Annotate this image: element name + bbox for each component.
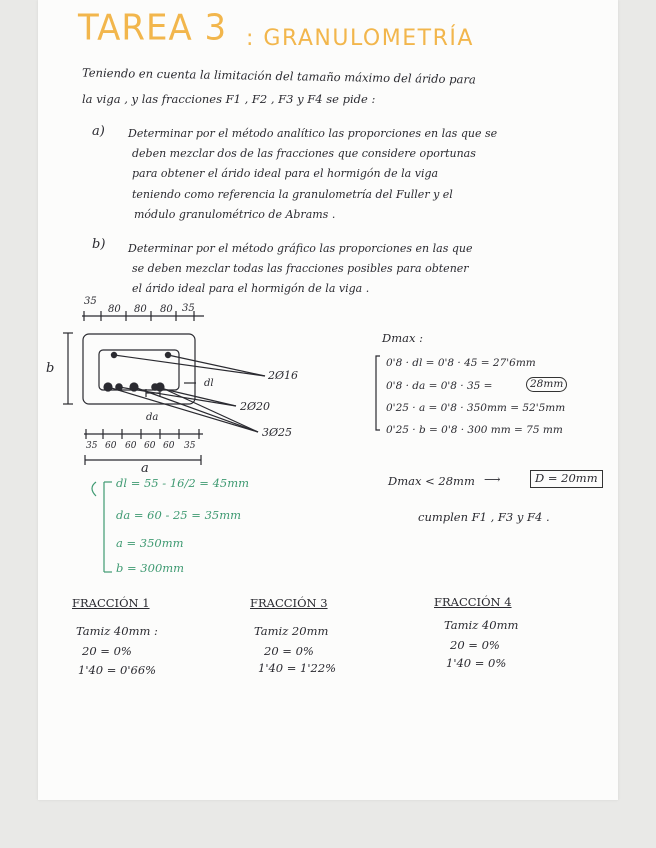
part-a-line: teniendo como referencia la granulometría del Fuller y el [132, 188, 453, 201]
fraction-1-line: 1'40 = 0'66% [78, 663, 157, 677]
fraction-3-line: 1'40 = 1'22% [258, 661, 337, 675]
beam-bottom-dim: 35 [86, 441, 98, 451]
part-a-line: para obtener el árido ideal para el hormigón de la viga [132, 167, 439, 180]
dmax-heading: Dmax : [382, 331, 423, 345]
dmax-line: 0'8 · da = 0'8 · 35 = [386, 380, 493, 392]
part-a-line: deben mezclar dos de las fracciones que considere oportunas [132, 147, 476, 160]
beam-label-da: da [146, 412, 159, 423]
fraction-4-line: 1'40 = 0% [446, 656, 507, 670]
beam-top-dim: 35 [84, 296, 97, 307]
bar-label-3025: 3Ø25 [262, 426, 293, 439]
part-b-line: se deben mezclar todas las fracciones posibles para obtener [132, 262, 469, 275]
green-calc-line: a = 350mm [116, 536, 184, 550]
fraction-3-line: 20 = 0% [264, 644, 314, 658]
beam-top-dim: 80 [108, 304, 121, 315]
part-a-line: Determinar por el método analítico las proporciones en las que se [128, 127, 498, 140]
green-calc-line: dl = 55 - 16/2 = 45mm [116, 476, 250, 490]
fraction-4-line: Tamiz 40mm [444, 618, 519, 632]
beam-top-dim: 35 [182, 303, 195, 314]
bar-label-2020: 2Ø20 [240, 400, 271, 413]
part-b-line: el árido ideal para el hormigón de la viga . [132, 282, 370, 295]
part-b-label: b) [92, 237, 106, 252]
part-a-line: módulo granulométrico de Abrams . [134, 208, 336, 221]
part-a-label: a) [92, 124, 105, 139]
part-b-line: Determinar por el método gráfico las proporciones en las que [128, 242, 473, 255]
page-subtitle: : GRANULOMETRÍA [246, 26, 474, 51]
intro-line-2: la viga , y las fracciones F1 , F2 , F3 y F4 se pide : [82, 92, 376, 106]
dmax-line: 0'25 · a = 0'8 · 350mm = 52'5mm [386, 402, 566, 414]
beam-bottom-dim: 60 [125, 441, 137, 451]
dmax-circled-value: 28mm [526, 377, 567, 392]
dmax-conclusion-box: D = 20mm [530, 470, 603, 488]
fraction-3-line: Tamiz 20mm [254, 624, 329, 638]
beam-label-b: b [46, 361, 55, 376]
page-title: TAREA 3 [78, 7, 228, 49]
green-calc-line: b = 300mm [116, 561, 185, 575]
fraction-1-title: FRACCIÓN 1 [72, 596, 150, 610]
dmax-fulfill: cumplen F1 , F3 y F4 . [418, 510, 550, 524]
beam-label-a: a [141, 461, 149, 476]
green-calc-line: da = 60 - 25 = 35mm [116, 508, 242, 522]
beam-label-dl: dl [204, 378, 214, 389]
fraction-4-line: 20 = 0% [450, 638, 500, 652]
bar-label-2016: 2Ø16 [268, 369, 299, 382]
dmax-conclusion-left: Dmax < 28mm [388, 474, 475, 488]
beam-bottom-dim: 60 [105, 441, 117, 451]
fraction-4-title: FRACCIÓN 4 [434, 595, 512, 609]
dmax-line: 0'8 · dl = 0'8 · 45 = 27'6mm [386, 357, 536, 369]
dmax-line: 0'25 · b = 0'8 · 300 mm = 75 mm [386, 424, 563, 436]
fraction-1-line: 20 = 0% [82, 644, 132, 658]
intro-line-1: Teniendo en cuenta la limitación del tamaño máximo del árido para [81, 65, 476, 87]
fraction-3-title: FRACCIÓN 3 [250, 596, 328, 610]
fraction-1-line: Tamiz 40mm : [76, 624, 158, 638]
beam-top-dim: 80 [160, 304, 173, 315]
beam-top-dim: 80 [134, 304, 147, 315]
beam-bottom-dim: 60 [144, 441, 156, 451]
arrow-icon: ⟶ [484, 472, 501, 486]
beam-bottom-dim: 60 [163, 441, 175, 451]
beam-bottom-dim: 35 [184, 441, 196, 451]
